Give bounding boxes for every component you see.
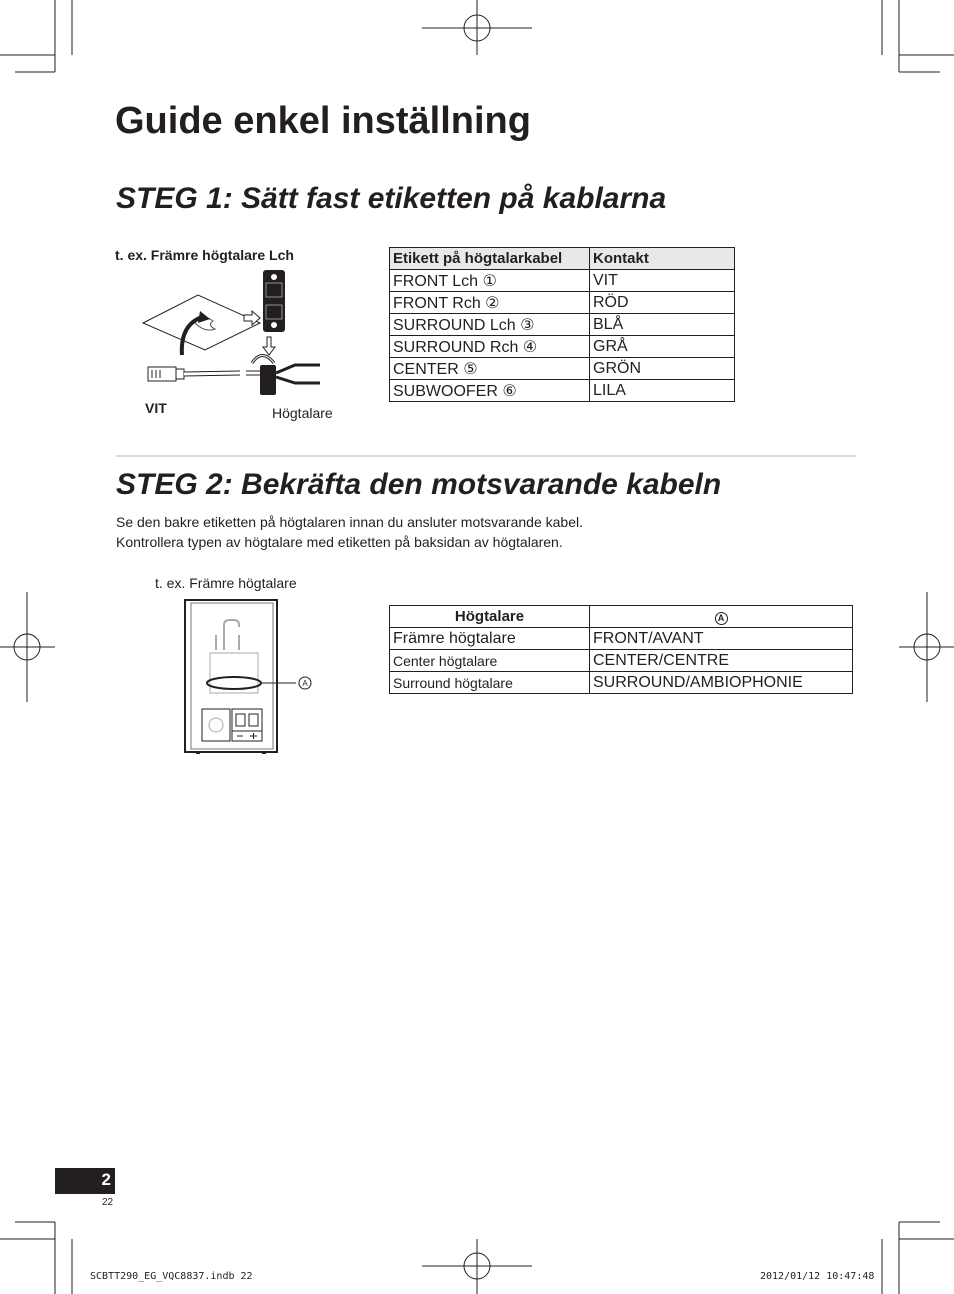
page-title: Guide enkel inställning xyxy=(115,100,531,142)
speaker-type-table xyxy=(389,605,853,694)
table-header-row xyxy=(390,606,853,628)
table-row xyxy=(390,314,735,336)
step2-heading: STEG 2: Bekräfta den motsvarande kabeln xyxy=(116,468,722,501)
table-cell: RÖD xyxy=(590,292,735,314)
table-row xyxy=(390,292,735,314)
footer-file-info: SCBTT290_EG_VQC8837.indb 22 xyxy=(90,1271,253,1282)
step2-instruction-2: Kontrollera typen av högtalare med etiketten på baksidan av högtalaren. xyxy=(116,534,563,550)
table-cell: Främre högtalare xyxy=(390,628,590,650)
table-cell: BLÅ xyxy=(590,314,735,336)
table-row xyxy=(390,380,735,402)
section-divider xyxy=(116,455,856,457)
table-row xyxy=(390,336,735,358)
table-cell: SURROUND Lch ③ xyxy=(390,314,590,336)
table-row xyxy=(390,270,735,292)
table-cell: FRONT Lch ① xyxy=(390,270,590,292)
step1-figure-caption: t. ex. Främre högtalare Lch xyxy=(115,247,294,263)
table-row xyxy=(390,650,853,672)
speaker-rear-illustration xyxy=(180,595,320,760)
table-cell: GRÅ xyxy=(590,336,735,358)
table-cell: LILA xyxy=(590,380,735,402)
callout-letter: A xyxy=(715,612,728,625)
table-cell: FRONT Rch ② xyxy=(390,292,590,314)
table-header: Högtalare xyxy=(390,606,590,628)
cable-label-illustration xyxy=(140,265,340,405)
cable-label-table xyxy=(389,247,735,402)
page-subnumber: 22 xyxy=(102,1197,114,1208)
callout-letter: A xyxy=(302,679,308,688)
table-row xyxy=(390,672,853,694)
label-sheet xyxy=(143,295,260,350)
table-cell: SURROUND/AMBIOPHONIE xyxy=(590,672,853,694)
table-header-row xyxy=(390,248,735,270)
table-cell: SURROUND Rch ④ xyxy=(390,336,590,358)
table-cell: CENTER/CENTRE xyxy=(590,650,853,672)
figure-label-speaker: Högtalare xyxy=(272,405,333,421)
figure-label-vit: VIT xyxy=(145,400,167,416)
table-header xyxy=(590,606,853,628)
table-row xyxy=(390,628,853,650)
table-cell: FRONT/AVANT xyxy=(590,628,853,650)
table-header: Etikett på högtalarkabel xyxy=(390,248,590,270)
table-cell: VIT xyxy=(590,270,735,292)
table-cell: Surround högtalare xyxy=(390,672,590,694)
bass-port xyxy=(202,709,230,741)
table-header: Kontakt xyxy=(590,248,735,270)
page-number: 2 xyxy=(101,1170,111,1189)
table-cell: SUBWOOFER ⑥ xyxy=(390,380,590,402)
down-arrow xyxy=(263,337,275,355)
step2-instruction-1: Se den bakre etiketten på högtalaren innan du ansluter motsvarande kabel. xyxy=(116,514,583,530)
table-cell: GRÖN xyxy=(590,358,735,380)
footer-date-info: 2012/01/12 10:47:48 xyxy=(760,1271,875,1282)
table-cell: Center högtalare xyxy=(390,650,590,672)
step1-heading: STEG 1: Sätt fast etiketten på kablarna xyxy=(116,182,667,215)
cable-label-tag xyxy=(263,270,285,332)
speaker-cable xyxy=(148,356,320,396)
step2-figure-caption: t. ex. Främre högtalare xyxy=(155,575,297,591)
table-cell: CENTER ⑤ xyxy=(390,358,590,380)
table-row xyxy=(390,358,735,380)
